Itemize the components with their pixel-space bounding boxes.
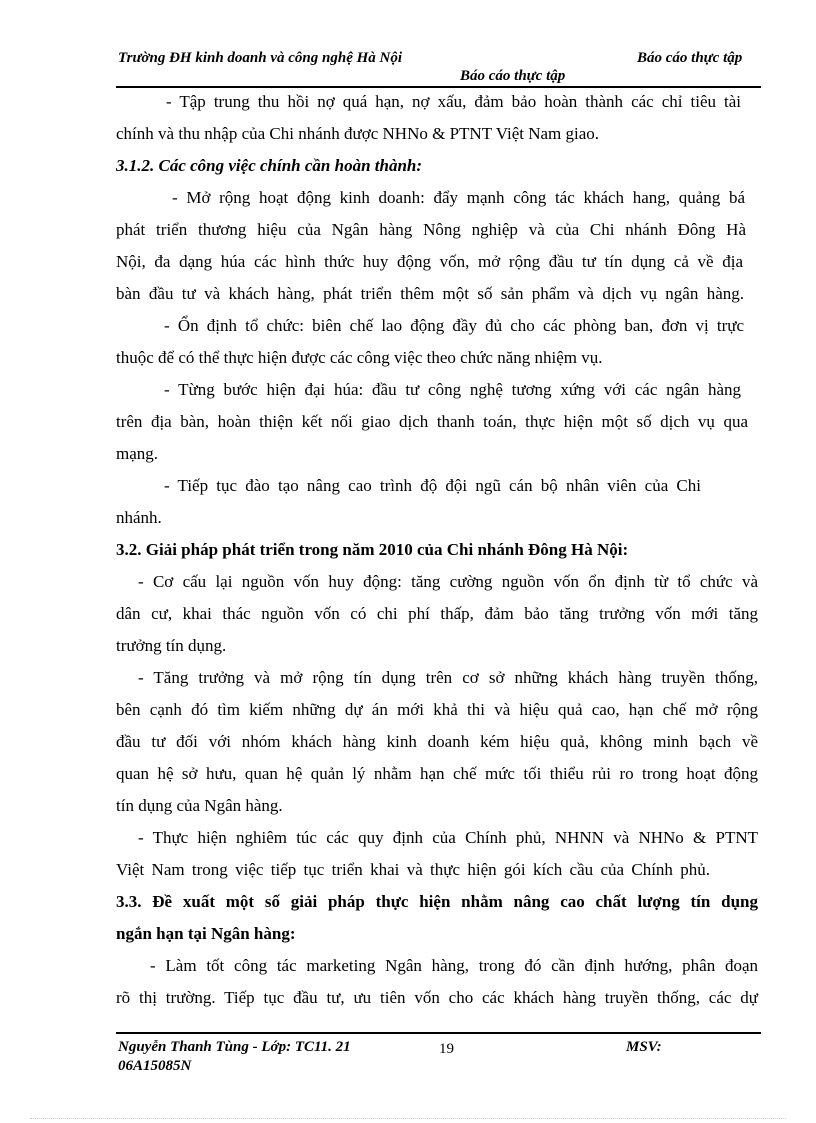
page-number: 19 <box>439 1041 454 1057</box>
body-line: - Làm tốt công tác marketing Ngân hàng, trong đó cần định hướng, phân đoạn <box>150 956 758 975</box>
body-line: mạng. <box>116 444 159 463</box>
body-line: trên địa bàn, hoàn thiện kết nối giao dịch thanh toán, thực hiện một số dịch vụ qua <box>116 412 748 431</box>
page-edge-divider <box>30 1118 786 1119</box>
section-heading-3-1-2: 3.1.2. Các công việc chính cần hoàn thành: <box>116 156 423 175</box>
body-line: rõ thị trường. Tiếp tục đầu tư, ưu tiên vốn cho các khách hàng truyền thống, các dự <box>116 988 758 1007</box>
body-line: - Mở rộng hoạt động kinh doanh: đẩy mạnh công tác khách hang, quảng bá <box>172 188 745 207</box>
body-line: - Từng bước hiện đại húa: đầu tư công nghệ tương xứng với các ngân hàng <box>164 380 741 399</box>
footer-student-id: 06A15085N <box>118 1058 192 1074</box>
footer-author: Nguyễn Thanh Tùng - Lớp: TC11. 21 <box>118 1039 351 1055</box>
body-line: thuộc để có thể thực hiện được các công việc theo chức năng nhiệm vụ. <box>116 348 603 367</box>
footer-rule <box>116 1032 761 1034</box>
body-line: trưởng tín dụng. <box>116 636 227 655</box>
body-line: dân cư, khai thác nguồn vốn có chi phí thấp, đảm bảo tăng trưởng vốn mới tăng <box>116 604 758 623</box>
header-report-subtitle: Báo cáo thực tập <box>460 68 566 84</box>
body-line: - Tiếp tục đào tạo nâng cao trình độ đội ngũ cán bộ nhân viên của Chi <box>164 476 701 495</box>
body-line: - Thực hiện nghiêm túc các quy định của Chính phủ, NHNN và NHNo & PTNT <box>138 828 758 847</box>
body-line: tín dụng của Ngân hàng. <box>116 796 283 815</box>
body-line: bên cạnh đó tìm kiếm những dự án mới khả thi và hiệu quả cao, hạn chế mở rộng <box>116 700 758 719</box>
body-line: Nội, đa dạng húa các hình thức huy động vốn, mở rộng đầu tư tín dụng cả về địa <box>116 252 743 271</box>
body-line: chính và thu nhập của Chi nhánh được NHNo & PTNT Việt Nam giao. <box>116 124 600 143</box>
header-school: Trường ĐH kinh doanh và công nghệ Hà Nội <box>118 50 403 66</box>
footer-msv-label: MSV: <box>626 1039 662 1055</box>
section-heading-3-2: 3.2. Giải pháp phát triển trong năm 2010 của Chi nhánh Đông Hà Nội: <box>116 540 629 559</box>
body-line: phát triển thương hiệu của Ngân hàng Nông nghiệp và của Chi nhánh Đông Hà <box>116 220 746 239</box>
body-line: - Tập trung thu hồi nợ quá hạn, nợ xấu, đảm bảo hoàn thành các chỉ tiêu tài <box>166 92 741 111</box>
body-line: đầu tư đối với nhóm khách hàng kinh doanh kém hiệu quả, không minh bạch về <box>116 732 758 751</box>
body-line: - Ổn định tổ chức: biên chế lao động đầy đủ cho các phòng ban, đơn vị trực <box>164 316 744 335</box>
header-rule <box>116 86 761 88</box>
body-line: Việt Nam trong việc tiếp tục triển khai và thực hiện gói kích cầu của Chính phủ. <box>116 860 710 879</box>
body-line: bàn đầu tư và khách hàng, phát triển thêm một số sản phẩm và dịch vụ ngân hàng. <box>116 284 744 303</box>
body-line: quan hệ sở hưu, quan hệ quản lý nhằm hạn chế mức tối thiểu rủi ro trong hoạt động <box>116 764 758 783</box>
body-line: nhánh. <box>116 508 162 527</box>
body-line: - Tăng trưởng và mở rộng tín dụng trên cơ sở những khách hàng truyền thống, <box>138 668 758 687</box>
section-heading-3-3: 3.3. Đề xuất một số giải pháp thực hiện nhằm nâng cao chất lượng tín dụng <box>116 892 758 911</box>
header-report-title: Báo cáo thực tập <box>637 50 743 66</box>
body-line: - Cơ cấu lại nguồn vốn huy động: tăng cường nguồn vốn ổn định từ tổ chức và <box>138 572 758 591</box>
section-heading-3-3-cont: ngắn hạn tại Ngân hàng: <box>116 924 296 943</box>
